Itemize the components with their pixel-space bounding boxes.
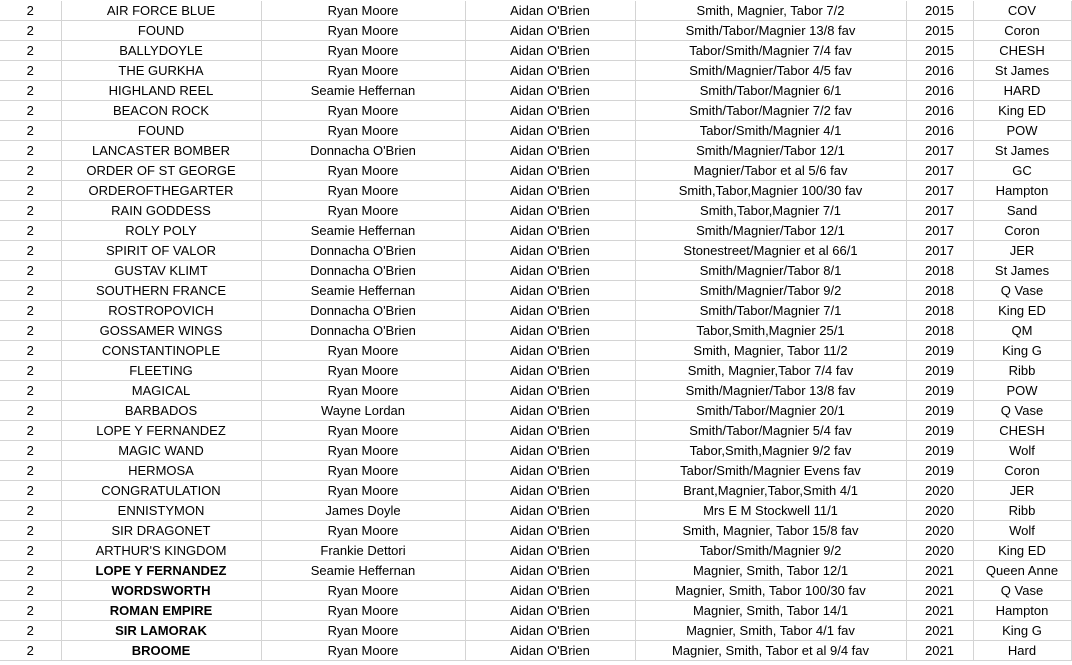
owner-odds-cell[interactable]: Smith/Tabor/Magnier 6/1	[635, 81, 906, 101]
number-cell[interactable]: 2	[0, 161, 61, 181]
race-cell[interactable]: King ED	[973, 301, 1071, 321]
jockey-cell[interactable]: Ryan Moore	[261, 61, 465, 81]
year-cell[interactable]: 2017	[906, 161, 973, 181]
jockey-cell[interactable]: Ryan Moore	[261, 101, 465, 121]
year-cell[interactable]: 2019	[906, 421, 973, 441]
owner-odds-cell[interactable]: Smith/Magnier/Tabor 8/1	[635, 261, 906, 281]
year-cell[interactable]: 2016	[906, 101, 973, 121]
owner-odds-cell[interactable]: Magnier, Smith, Tabor 14/1	[635, 601, 906, 621]
table-row	[0, 621, 1071, 641]
trainer-cell[interactable]: Aidan O'Brien	[465, 221, 635, 241]
horse-cell[interactable]: HIGHLAND REEL	[61, 81, 261, 101]
race-cell[interactable]: Queen Anne	[973, 561, 1071, 581]
jockey-cell[interactable]: Frankie Dettori	[261, 541, 465, 561]
race-cell[interactable]: QM	[973, 321, 1071, 341]
race-cell[interactable]: Ribb	[973, 361, 1071, 381]
table-row	[0, 141, 1071, 161]
number-cell[interactable]: 2	[0, 481, 61, 501]
trainer-cell[interactable]: Aidan O'Brien	[465, 441, 635, 461]
horse-cell[interactable]: CONSTANTINOPLE	[61, 341, 261, 361]
horse-cell[interactable]: LANCASTER BOMBER	[61, 141, 261, 161]
table-row	[0, 381, 1071, 401]
jockey-cell[interactable]: Ryan Moore	[261, 441, 465, 461]
trainer-cell[interactable]: Aidan O'Brien	[465, 161, 635, 181]
owner-odds-cell[interactable]: Tabor/Smith/Magnier 9/2	[635, 541, 906, 561]
horse-cell[interactable]: FOUND	[61, 21, 261, 41]
table-row	[0, 261, 1071, 281]
table-row	[0, 301, 1071, 321]
horse-cell[interactable]: ROLY POLY	[61, 221, 261, 241]
race-cell[interactable]: Q Vase	[973, 581, 1071, 601]
owner-odds-cell[interactable]: Mrs E M Stockwell 11/1	[635, 501, 906, 521]
trainer-cell[interactable]: Aidan O'Brien	[465, 21, 635, 41]
table-row	[0, 541, 1071, 561]
horse-cell[interactable]: SIR LAMORAK	[61, 621, 261, 641]
horse-cell[interactable]: SIR DRAGONET	[61, 521, 261, 541]
trainer-cell[interactable]: Aidan O'Brien	[465, 521, 635, 541]
jockey-cell[interactable]: Donnacha O'Brien	[261, 241, 465, 261]
year-cell[interactable]: 2015	[906, 1, 973, 21]
year-cell[interactable]: 2019	[906, 461, 973, 481]
horse-cell[interactable]: GOSSAMER WINGS	[61, 321, 261, 341]
number-cell[interactable]: 2	[0, 261, 61, 281]
horse-cell[interactable]: WORDSWORTH	[61, 581, 261, 601]
year-cell[interactable]: 2019	[906, 341, 973, 361]
race-cell[interactable]: POW	[973, 121, 1071, 141]
race-cell[interactable]: HARD	[973, 81, 1071, 101]
horse-cell[interactable]: LOPE Y FERNANDEZ	[61, 561, 261, 581]
horse-cell[interactable]: ENNISTYMON	[61, 501, 261, 521]
horse-cell[interactable]: GUSTAV KLIMT	[61, 261, 261, 281]
race-cell[interactable]: Ribb	[973, 501, 1071, 521]
jockey-cell[interactable]: Ryan Moore	[261, 41, 465, 61]
table-row	[0, 201, 1071, 221]
year-cell[interactable]: 2020	[906, 521, 973, 541]
year-cell[interactable]: 2019	[906, 381, 973, 401]
horse-cell[interactable]: CONGRATULATION	[61, 481, 261, 501]
owner-odds-cell[interactable]: Smith/Tabor/Magnier 7/1	[635, 301, 906, 321]
table-row	[0, 461, 1071, 481]
table-row	[0, 521, 1071, 541]
jockey-cell[interactable]: Seamie Heffernan	[261, 221, 465, 241]
owner-odds-cell[interactable]: Smith/Magnier/Tabor 13/8 fav	[635, 381, 906, 401]
year-cell[interactable]: 2020	[906, 501, 973, 521]
race-cell[interactable]: King ED	[973, 101, 1071, 121]
owner-odds-cell[interactable]: Smith,Tabor,Magnier 7/1	[635, 201, 906, 221]
jockey-cell[interactable]: Ryan Moore	[261, 601, 465, 621]
table-row	[0, 1, 1071, 21]
race-cell[interactable]: GC	[973, 161, 1071, 181]
jockey-cell[interactable]: Ryan Moore	[261, 361, 465, 381]
year-cell[interactable]: 2016	[906, 61, 973, 81]
number-cell[interactable]: 2	[0, 41, 61, 61]
table-row	[0, 281, 1071, 301]
owner-odds-cell[interactable]: Tabor,Smith,Magnier 25/1	[635, 321, 906, 341]
horse-cell[interactable]: FLEETING	[61, 361, 261, 381]
owner-odds-cell[interactable]: Magnier, Smith, Tabor 4/1 fav	[635, 621, 906, 641]
horse-cell[interactable]: ROSTROPOVICH	[61, 301, 261, 321]
number-cell[interactable]: 2	[0, 601, 61, 621]
owner-odds-cell[interactable]: Tabor/Smith/Magnier 7/4 fav	[635, 41, 906, 61]
race-cell[interactable]: St James	[973, 261, 1071, 281]
race-cell[interactable]: King G	[973, 621, 1071, 641]
horse-cell[interactable]: ORDER OF ST GEORGE	[61, 161, 261, 181]
owner-odds-cell[interactable]: Magnier, Smith, Tabor 100/30 fav	[635, 581, 906, 601]
number-cell[interactable]: 2	[0, 421, 61, 441]
trainer-cell[interactable]: Aidan O'Brien	[465, 481, 635, 501]
table-row	[0, 481, 1071, 501]
year-cell[interactable]: 2017	[906, 181, 973, 201]
owner-odds-cell[interactable]: Smith/Magnier/Tabor 12/1	[635, 141, 906, 161]
jockey-cell[interactable]: Ryan Moore	[261, 521, 465, 541]
race-cell[interactable]: St James	[973, 141, 1071, 161]
horse-cell[interactable]: MAGICAL	[61, 381, 261, 401]
year-cell[interactable]: 2021	[906, 581, 973, 601]
owner-odds-cell[interactable]: Smith/Magnier/Tabor 9/2	[635, 281, 906, 301]
trainer-cell[interactable]: Aidan O'Brien	[465, 121, 635, 141]
trainer-cell[interactable]: Aidan O'Brien	[465, 301, 635, 321]
horse-cell[interactable]: RAIN GODDESS	[61, 201, 261, 221]
jockey-cell[interactable]: Donnacha O'Brien	[261, 301, 465, 321]
year-cell[interactable]: 2015	[906, 21, 973, 41]
table-row	[0, 641, 1071, 661]
table-row	[0, 181, 1071, 201]
table-row	[0, 121, 1071, 141]
table-row	[0, 161, 1071, 181]
trainer-cell[interactable]: Aidan O'Brien	[465, 101, 635, 121]
owner-odds-cell[interactable]: Smith/Magnier/Tabor 4/5 fav	[635, 61, 906, 81]
year-cell[interactable]: 2018	[906, 301, 973, 321]
jockey-cell[interactable]: Seamie Heffernan	[261, 81, 465, 101]
owner-odds-cell[interactable]: Magnier/Tabor et al 5/6 fav	[635, 161, 906, 181]
race-cell[interactable]: COV	[973, 1, 1071, 21]
spreadsheet-grid	[0, 1, 1072, 661]
race-cell[interactable]: Coron	[973, 461, 1071, 481]
trainer-cell[interactable]: Aidan O'Brien	[465, 601, 635, 621]
table-row	[0, 241, 1071, 261]
horse-cell[interactable]: HERMOSA	[61, 461, 261, 481]
number-cell[interactable]: 2	[0, 521, 61, 541]
number-cell[interactable]: 2	[0, 181, 61, 201]
year-cell[interactable]: 2019	[906, 441, 973, 461]
horse-cell[interactable]: BROOME	[61, 641, 261, 661]
year-cell[interactable]: 2021	[906, 601, 973, 621]
jockey-cell[interactable]: Ryan Moore	[261, 381, 465, 401]
year-cell[interactable]: 2018	[906, 281, 973, 301]
table-row	[0, 101, 1071, 121]
number-cell[interactable]: 2	[0, 201, 61, 221]
owner-odds-cell[interactable]: Smith/Tabor/Magnier 20/1	[635, 401, 906, 421]
trainer-cell[interactable]: Aidan O'Brien	[465, 61, 635, 81]
jockey-cell[interactable]: Seamie Heffernan	[261, 561, 465, 581]
number-cell[interactable]: 2	[0, 441, 61, 461]
horse-cell[interactable]: ORDEROFTHEGARTER	[61, 181, 261, 201]
trainer-cell[interactable]: Aidan O'Brien	[465, 241, 635, 261]
number-cell[interactable]: 2	[0, 641, 61, 661]
table-row	[0, 561, 1071, 581]
number-cell[interactable]: 2	[0, 61, 61, 81]
table-row	[0, 441, 1071, 461]
number-cell[interactable]: 2	[0, 461, 61, 481]
number-cell[interactable]: 2	[0, 101, 61, 121]
race-cell[interactable]: CHESH	[973, 41, 1071, 61]
jockey-cell[interactable]: Donnacha O'Brien	[261, 261, 465, 281]
table-row	[0, 81, 1071, 101]
horse-cell[interactable]: SPIRIT OF VALOR	[61, 241, 261, 261]
trainer-cell[interactable]: Aidan O'Brien	[465, 321, 635, 341]
year-cell[interactable]: 2018	[906, 261, 973, 281]
jockey-cell[interactable]: Wayne Lordan	[261, 401, 465, 421]
number-cell[interactable]: 2	[0, 341, 61, 361]
table-row	[0, 501, 1071, 521]
race-cell[interactable]: Sand	[973, 201, 1071, 221]
trainer-cell[interactable]: Aidan O'Brien	[465, 501, 635, 521]
owner-odds-cell[interactable]: Brant,Magnier,Tabor,Smith 4/1	[635, 481, 906, 501]
race-cell[interactable]: JER	[973, 481, 1071, 501]
jockey-cell[interactable]: Ryan Moore	[261, 201, 465, 221]
trainer-cell[interactable]: Aidan O'Brien	[465, 381, 635, 401]
trainer-cell[interactable]: Aidan O'Brien	[465, 201, 635, 221]
race-cell[interactable]: Hampton	[973, 601, 1071, 621]
trainer-cell[interactable]: Aidan O'Brien	[465, 581, 635, 601]
race-cell[interactable]: King G	[973, 341, 1071, 361]
trainer-cell[interactable]: Aidan O'Brien	[465, 341, 635, 361]
year-cell[interactable]: 2018	[906, 321, 973, 341]
trainer-cell[interactable]: Aidan O'Brien	[465, 361, 635, 381]
jockey-cell[interactable]: Ryan Moore	[261, 481, 465, 501]
number-cell[interactable]: 2	[0, 81, 61, 101]
jockey-cell[interactable]: Ryan Moore	[261, 181, 465, 201]
table-row	[0, 341, 1071, 361]
owner-odds-cell[interactable]: Smith/Tabor/Magnier 7/2 fav	[635, 101, 906, 121]
jockey-cell[interactable]: Ryan Moore	[261, 341, 465, 361]
number-cell[interactable]: 2	[0, 381, 61, 401]
number-cell[interactable]: 2	[0, 301, 61, 321]
jockey-cell[interactable]: James Doyle	[261, 501, 465, 521]
year-cell[interactable]: 2017	[906, 141, 973, 161]
year-cell[interactable]: 2021	[906, 561, 973, 581]
trainer-cell[interactable]: Aidan O'Brien	[465, 421, 635, 441]
horse-cell[interactable]: THE GURKHA	[61, 61, 261, 81]
race-cell[interactable]: Hampton	[973, 181, 1071, 201]
number-cell[interactable]: 2	[0, 141, 61, 161]
race-cell[interactable]: POW	[973, 381, 1071, 401]
owner-odds-cell[interactable]: Smith/Tabor/Magnier 5/4 fav	[635, 421, 906, 441]
year-cell[interactable]: 2017	[906, 241, 973, 261]
number-cell[interactable]: 2	[0, 561, 61, 581]
number-cell[interactable]: 2	[0, 221, 61, 241]
number-cell[interactable]: 2	[0, 401, 61, 421]
owner-odds-cell[interactable]: Tabor/Smith/Magnier 4/1	[635, 121, 906, 141]
owner-odds-cell[interactable]: Smith,Tabor,Magnier 100/30 fav	[635, 181, 906, 201]
horse-cell[interactable]: BEACON ROCK	[61, 101, 261, 121]
race-cell[interactable]: King ED	[973, 541, 1071, 561]
number-cell[interactable]: 2	[0, 1, 61, 21]
jockey-cell[interactable]: Ryan Moore	[261, 581, 465, 601]
race-cell[interactable]: CHESH	[973, 421, 1071, 441]
trainer-cell[interactable]: Aidan O'Brien	[465, 401, 635, 421]
race-cell[interactable]: Coron	[973, 221, 1071, 241]
trainer-cell[interactable]: Aidan O'Brien	[465, 81, 635, 101]
race-cell[interactable]: St James	[973, 61, 1071, 81]
owner-odds-cell[interactable]: Tabor/Smith/Magnier Evens fav	[635, 461, 906, 481]
owner-odds-cell[interactable]: Smith, Magnier, Tabor 11/2	[635, 341, 906, 361]
jockey-cell[interactable]: Ryan Moore	[261, 421, 465, 441]
table-row	[0, 361, 1071, 381]
owner-odds-cell[interactable]: Stonestreet/Magnier et al 66/1	[635, 241, 906, 261]
trainer-cell[interactable]: Aidan O'Brien	[465, 641, 635, 661]
owner-odds-cell[interactable]: Magnier, Smith, Tabor 12/1	[635, 561, 906, 581]
trainer-cell[interactable]: Aidan O'Brien	[465, 461, 635, 481]
number-cell[interactable]: 2	[0, 581, 61, 601]
horse-cell[interactable]: ARTHUR'S KINGDOM	[61, 541, 261, 561]
jockey-cell[interactable]: Donnacha O'Brien	[261, 141, 465, 161]
horse-cell[interactable]: AIR FORCE BLUE	[61, 1, 261, 21]
grid-body	[0, 1, 1071, 661]
jockey-cell[interactable]: Ryan Moore	[261, 641, 465, 661]
owner-odds-cell[interactable]: Magnier, Smith, Tabor et al 9/4 fav	[635, 641, 906, 661]
trainer-cell[interactable]: Aidan O'Brien	[465, 181, 635, 201]
year-cell[interactable]: 2016	[906, 121, 973, 141]
race-cell[interactable]: JER	[973, 241, 1071, 261]
number-cell[interactable]: 2	[0, 621, 61, 641]
table-row	[0, 41, 1071, 61]
jockey-cell[interactable]: Ryan Moore	[261, 121, 465, 141]
race-cell[interactable]: Wolf	[973, 441, 1071, 461]
year-cell[interactable]: 2019	[906, 401, 973, 421]
jockey-cell[interactable]: Ryan Moore	[261, 21, 465, 41]
trainer-cell[interactable]: Aidan O'Brien	[465, 1, 635, 21]
owner-odds-cell[interactable]: Smith/Magnier/Tabor 12/1	[635, 221, 906, 241]
year-cell[interactable]: 2021	[906, 621, 973, 641]
table-row	[0, 421, 1071, 441]
trainer-cell[interactable]: Aidan O'Brien	[465, 541, 635, 561]
owner-odds-cell[interactable]: Smith, Magnier, Tabor 7/2	[635, 1, 906, 21]
number-cell[interactable]: 2	[0, 501, 61, 521]
year-cell[interactable]: 2015	[906, 41, 973, 61]
race-cell[interactable]: Q Vase	[973, 281, 1071, 301]
jockey-cell[interactable]: Ryan Moore	[261, 621, 465, 641]
number-cell[interactable]: 2	[0, 361, 61, 381]
jockey-cell[interactable]: Ryan Moore	[261, 161, 465, 181]
horse-cell[interactable]: FOUND	[61, 121, 261, 141]
table-row	[0, 581, 1071, 601]
horse-cell[interactable]: ROMAN EMPIRE	[61, 601, 261, 621]
trainer-cell[interactable]: Aidan O'Brien	[465, 141, 635, 161]
number-cell[interactable]: 2	[0, 281, 61, 301]
owner-odds-cell[interactable]: Smith, Magnier,Tabor 7/4 fav	[635, 361, 906, 381]
year-cell[interactable]: 2016	[906, 81, 973, 101]
number-cell[interactable]: 2	[0, 21, 61, 41]
number-cell[interactable]: 2	[0, 121, 61, 141]
trainer-cell[interactable]: Aidan O'Brien	[465, 41, 635, 61]
race-cell[interactable]: Q Vase	[973, 401, 1071, 421]
horse-cell[interactable]: BALLYDOYLE	[61, 41, 261, 61]
trainer-cell[interactable]: Aidan O'Brien	[465, 281, 635, 301]
horse-cell[interactable]: LOPE Y FERNANDEZ	[61, 421, 261, 441]
horse-cell[interactable]: SOUTHERN FRANCE	[61, 281, 261, 301]
jockey-cell[interactable]: Ryan Moore	[261, 461, 465, 481]
horse-cell[interactable]: BARBADOS	[61, 401, 261, 421]
owner-odds-cell[interactable]: Tabor,Smith,Magnier 9/2 fav	[635, 441, 906, 461]
jockey-cell[interactable]: Seamie Heffernan	[261, 281, 465, 301]
year-cell[interactable]: 2017	[906, 221, 973, 241]
jockey-cell[interactable]: Ryan Moore	[261, 1, 465, 21]
table-row	[0, 321, 1071, 341]
race-cell[interactable]: Wolf	[973, 521, 1071, 541]
owner-odds-cell[interactable]: Smith, Magnier, Tabor 15/8 fav	[635, 521, 906, 541]
table-row	[0, 221, 1071, 241]
number-cell[interactable]: 2	[0, 541, 61, 561]
year-cell[interactable]: 2020	[906, 481, 973, 501]
year-cell[interactable]: 2017	[906, 201, 973, 221]
table-row	[0, 61, 1071, 81]
race-cell[interactable]: Coron	[973, 21, 1071, 41]
race-cell[interactable]: Hard	[973, 641, 1071, 661]
table-row	[0, 21, 1071, 41]
trainer-cell[interactable]: Aidan O'Brien	[465, 621, 635, 641]
jockey-cell[interactable]: Donnacha O'Brien	[261, 321, 465, 341]
table-row	[0, 401, 1071, 421]
trainer-cell[interactable]: Aidan O'Brien	[465, 261, 635, 281]
number-cell[interactable]: 2	[0, 241, 61, 261]
year-cell[interactable]: 2021	[906, 641, 973, 661]
year-cell[interactable]: 2020	[906, 541, 973, 561]
horse-cell[interactable]: MAGIC WAND	[61, 441, 261, 461]
year-cell[interactable]: 2019	[906, 361, 973, 381]
trainer-cell[interactable]: Aidan O'Brien	[465, 561, 635, 581]
owner-odds-cell[interactable]: Smith/Tabor/Magnier 13/8 fav	[635, 21, 906, 41]
number-cell[interactable]: 2	[0, 321, 61, 341]
table-row	[0, 601, 1071, 621]
